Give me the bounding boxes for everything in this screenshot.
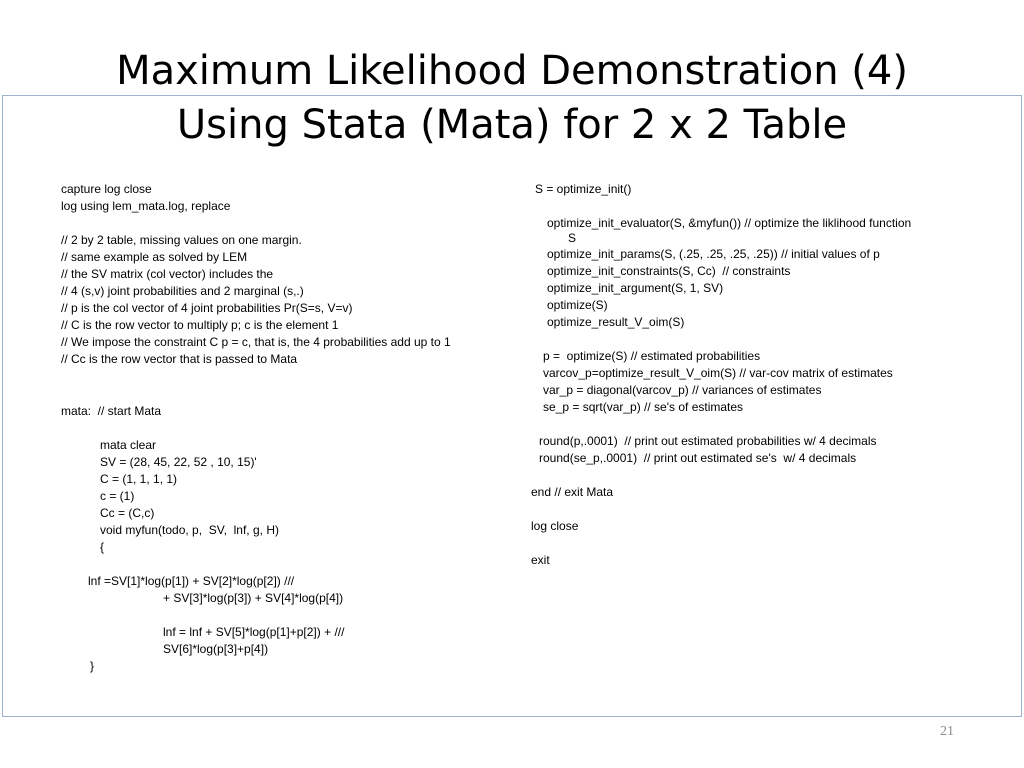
- code-line: + SV[3]*log(p[3]) + SV[4]*log(p[4]): [163, 591, 344, 605]
- code-line: S = optimize_init(): [535, 182, 632, 196]
- code-line: optimize_init_constraints(S, Cc) // constraints: [547, 264, 791, 278]
- code-line: C = (1, 1, 1, 1): [100, 472, 178, 486]
- code-line: // same example as solved by LEM: [61, 250, 248, 264]
- code-line: se_p = sqrt(var_p) // se's of estimates: [543, 400, 744, 414]
- slide-title-line-2: Using Stata (Mata) for 2 x 2 Table: [176, 102, 848, 148]
- code-line: // Cc is the row vector that is passed to Mata: [61, 352, 298, 366]
- code-line: round(p,.0001) // print out estimated probabilities w/ 4 decimals: [539, 434, 877, 448]
- code-line: // 2 by 2 table, missing values on one margin.: [61, 233, 302, 247]
- code-line: SV[6]*log(p[3]+p[4]): [163, 642, 269, 656]
- code-line: // p is the col vector of 4 joint probabilities Pr(S=s, V=v): [61, 301, 353, 315]
- code-line: optimize_result_V_oim(S): [547, 315, 685, 329]
- code-line: optimize_init_argument(S, 1, SV): [547, 281, 724, 295]
- code-line: S: [568, 231, 577, 245]
- code-line: lnf =SV[1]*log(p[1]) + SV[2]*log(p[2]) ///: [88, 574, 295, 588]
- code-line: var_p = diagonal(varcov_p) // variances of estimates: [543, 383, 822, 397]
- code-line: c = (1): [100, 489, 135, 503]
- code-line: capture log close: [61, 182, 152, 196]
- code-line: SV = (28, 45, 22, 52 , 10, 15)': [100, 455, 257, 469]
- code-line: mata: // start Mata: [61, 404, 162, 418]
- code-line: optimize_init_evaluator(S, &myfun()) // optimize the liklihood function: [547, 216, 912, 230]
- code-line: // We impose the constraint C p = c, that is, the 4 probabilities add up to 1: [61, 335, 451, 349]
- code-line: optimize(S): [547, 298, 608, 312]
- slide-title-line-1: Maximum Likelihood Demonstration (4): [116, 48, 908, 94]
- code-line: log close: [531, 519, 579, 533]
- code-line: {: [100, 540, 105, 554]
- code-line: mata clear: [100, 438, 157, 452]
- code-line: // C is the row vector to multiply p; c is the element 1: [61, 318, 339, 332]
- code-line: void myfun(todo, p, SV, lnf, g, H): [100, 523, 279, 537]
- code-line: // 4 (s,v) joint probabilities and 2 marginal (s,.): [61, 284, 304, 298]
- code-line: end // exit Mata: [531, 485, 614, 499]
- slide-page-number: 21: [940, 724, 954, 739]
- code-line: p = optimize(S) // estimated probabilities: [543, 349, 761, 363]
- code-line: exit: [531, 553, 550, 567]
- code-line: lnf = lnf + SV[5]*log(p[1]+p[2]) + ///: [163, 625, 345, 639]
- code-line: log using lem_mata.log, replace: [61, 199, 231, 213]
- code-line: varcov_p=optimize_result_V_oim(S) // var-cov matrix of estimates: [543, 366, 893, 380]
- code-line: Cc = (C,c): [100, 506, 155, 520]
- code-line: optimize_init_params(S, (.25, .25, .25, .25)) // initial values of p: [547, 247, 880, 261]
- code-line: }: [90, 659, 95, 673]
- code-line: // the SV matrix (col vector) includes the: [61, 267, 274, 281]
- code-line: round(se_p,.0001) // print out estimated se's w/ 4 decimals: [539, 451, 857, 465]
